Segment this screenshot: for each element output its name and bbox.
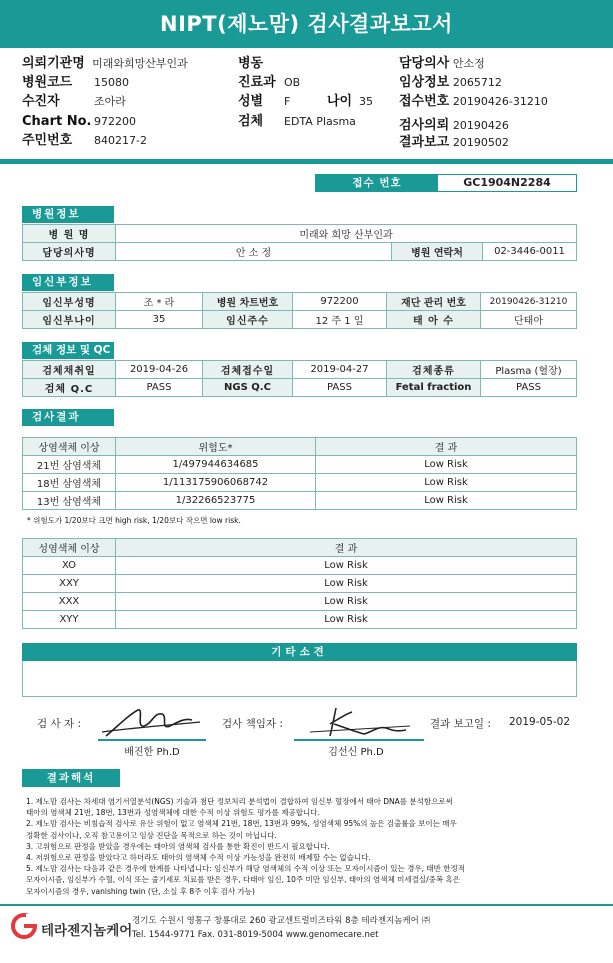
foundation-number-label: 재단 관리 번호 [387,293,481,311]
footer-separator [0,904,613,906]
specimen-type-value: Plasma (혈장) [481,361,577,379]
header-field-ward: 병동 [238,56,264,71]
result-value: Low Risk [116,611,577,629]
tester-name: 배진한 Ph.D [124,747,180,758]
header-info [22,54,602,152]
company-address [132,914,430,942]
result-header: 결 과 [316,438,577,456]
receipt-label: 접수 번호 [316,175,438,191]
chromosome-name: 13번 삼염색체 [23,492,116,510]
hospital-name-label: 병 원 명 [23,225,116,243]
interpretation-line: 2. 제노맘 검사는 비침습적 검사로 유산 위험이 없고 염색체 21번, 18번, 13번과 99%, 성염색체 95%의 높은 검출률을 보이는 매우 [26,819,457,829]
hospital-contact-label: 병원 연락처 [392,243,483,261]
tester-signature [100,702,205,742]
section-hospital-info: 병원정보 [22,206,114,223]
specimen-qc-value: PASS [116,379,203,397]
table-row [23,593,577,611]
pregnant-age-value: 35 [116,311,203,329]
table-row [23,474,577,492]
address-line: 경기도 수원시 영통구 창룡대로 260 광교센트럴비즈타워 8층 테라젠지놈케어 ㈜ [132,916,431,926]
specimen-qc-label: 검체 Q.C [23,379,116,397]
fetus-count-label: 태 아 수 [387,311,481,329]
collect-date-value: 2019-04-26 [116,361,203,379]
header-field-report-date: 결과보고 20190502 [399,135,509,150]
section-specimen-qc: 검체 정보 및 QC [22,342,114,359]
manager-label: 검사 책임자 : [222,718,283,730]
header-field-resident-no: 주민번호 840217-2 [22,133,147,148]
manager-sign-line [294,739,424,741]
autosome-results-table [22,437,577,510]
specimen-type-label: 검체종류 [387,361,481,379]
company-logo-icon [10,912,38,940]
section-pregnant-info: 임신부정보 [22,274,114,291]
interpretation-line: 4. 저위험으로 판정을 받았다고 하더라도 태아의 염색체 수적 이상 가능성을 완전히 배제할 수는 없습니다. [26,853,371,863]
chromosome-name: 21번 삼염색체 [23,456,116,474]
interpretation-line: 모자이시즘의 경우, vanishing twin (단, 소실 후 8주 이후 검사 가능) [26,886,255,896]
hospital-contact-value: 02-3446-0011 [483,243,577,261]
risk-value: 1/113175906068742 [116,474,316,492]
result-value: Low Risk [116,557,577,575]
header-field-request-date: 검사의뢰 20190426 [399,118,509,133]
risk-value: 1/32266523775 [116,492,316,510]
chart-number-value: 972200 [293,293,387,311]
sex-chromosome-results-table [22,538,577,629]
header-field-institution: 의뢰기관명 미래와희망산부인과 [22,56,188,71]
karyotype: XXY [23,575,116,593]
risk-note: * 위험도가 1/20보다 크면 high risk, 1/20보다 작으면 low risk. [27,516,241,525]
interpretation-line: 5. 제노맘 검사는 다음과 같은 경우에 한계를 나타냅니다: 임신부가 해당 염색체의 수적 이상 또는 모자이시즘이 있는 경우, 태반 한정적 [26,864,465,874]
header-separator [0,159,613,164]
ngs-qc-label: NGS Q.C [203,379,293,397]
doctor-name-label: 담당의사명 [23,243,116,261]
fetal-fraction-value: PASS [481,379,577,397]
header-field-patient: 수진자 조아라 [22,94,126,109]
interpretation-line: 1. 제노맘 검사는 차세대 염기서열분석(NGS) 기술과 첨단 정보처리 분석법이 결합하여 임신부 혈장에서 태아 DNA를 분석함으로써 [26,797,453,806]
chart-number-label: 병원 차트번호 [203,293,293,311]
result-value: Low Risk [316,474,577,492]
header-field-department: 진료과 OB [238,75,301,90]
company-name: 테라젠지놈케어 [41,923,133,939]
pregnant-name-value: 조 * 라 [116,293,203,311]
ngs-qc-value: PASS [293,379,387,397]
receive-date-value: 2019-04-27 [293,361,387,379]
result-value: Low Risk [116,575,577,593]
section-test-results: 검사결과 [22,409,114,426]
risk-header: 위험도* [116,438,316,456]
tester-sign-line [98,739,206,741]
interpretation-line: 태아의 염색체 21번, 18번, 13번과 성염색체에 대한 수적 이상 위험도 평가를 제공합니다. [26,808,320,818]
collect-date-label: 검체채취일 [23,361,116,379]
pregnant-name-label: 임신부성명 [23,293,116,311]
header-field-chart-no: Chart No. 972200 [22,114,136,129]
sex-chromosome-header: 성염색체 이상 [23,539,116,557]
other-remarks-box [22,661,577,697]
karyotype: XXX [23,593,116,611]
report-title: NIPT(제노맘) 검사결과보고서 [0,0,613,48]
table-row [23,611,577,629]
gestation-weeks-value: 12 주 1 일 [293,311,387,329]
contact-line: Tel. 1544-9771 Fax. 031-8019-5004 www.genomecare.net [132,930,379,940]
specimen-info-table [22,360,577,397]
fetus-count-value: 단태아 [481,311,577,329]
tester-label: 검 사 자 : [37,718,81,730]
header-field-clinical-info: 임상정보 2065712 [399,75,502,90]
foundation-number-value: 20190426-31210 [481,293,577,311]
autosome-header: 상염색체 이상 [23,438,116,456]
report-date-value: 2019-05-02 [509,716,571,728]
pregnant-info-table [22,292,577,329]
interpretation-line: 모자이시즘, 임신부가 수혈, 이식 또는 줄기세포 치료를 받은 경우, 다태아 임신, 10주 미만 임신부, 태아의 염색체 미세결실/중복 혹은 [26,875,461,885]
header-field-sex: 성별 F [238,94,291,109]
table-row [23,557,577,575]
receipt-value: GC1904N2284 [463,176,551,189]
table-row [23,492,577,510]
section-other-remarks: 기타소견 [22,643,577,661]
manager-signature [306,702,416,742]
result-value: Low Risk [116,593,577,611]
result-value: Low Risk [316,456,577,474]
sex-result-header: 결 과 [116,539,577,557]
karyotype: XO [23,557,116,575]
interpretation-line: 3. 고위험으로 판정을 받았을 경우에는 태아의 염색체 검사를 통한 확진이 반드시 필요합니다. [26,841,330,851]
doctor-name-value: 안 소 정 [116,243,392,261]
pregnant-age-label: 임신부나이 [23,311,116,329]
manager-name: 김선신 Ph.D [328,747,384,758]
receipt-number [315,174,577,192]
gestation-weeks-label: 임신주수 [203,311,293,329]
header-field-doctor: 담당의사 안소정 [399,56,485,71]
report-date-label: 결과 보고일 : [430,718,491,730]
table-row [23,575,577,593]
header-field-age: 나이 35 [327,94,373,109]
header-field-specimen: 검체 EDTA Plasma [238,114,356,129]
chromosome-name: 18번 삼염색체 [23,474,116,492]
risk-value: 1/497944634685 [116,456,316,474]
section-interpretation: 결과해석 [22,769,120,787]
hospital-info-table [22,224,577,261]
hospital-name-value: 미래와 희망 산부인과 [116,225,577,243]
table-row [23,456,577,474]
interpretation-list [26,796,586,897]
receive-date-label: 검체접수일 [203,361,293,379]
interpretation-line: 정확한 검사이나, 오직 참고용이고 임상 진단을 목적으로 하는 것이 아닙니다. [26,830,277,840]
fetal-fraction-label: Fetal fraction [387,379,481,397]
header-field-hospital-code: 병원코드 15080 [22,75,129,90]
karyotype: XYY [23,611,116,629]
result-value: Low Risk [316,492,577,510]
header-field-receipt-no: 접수번호 20190426-31210 [399,94,548,109]
